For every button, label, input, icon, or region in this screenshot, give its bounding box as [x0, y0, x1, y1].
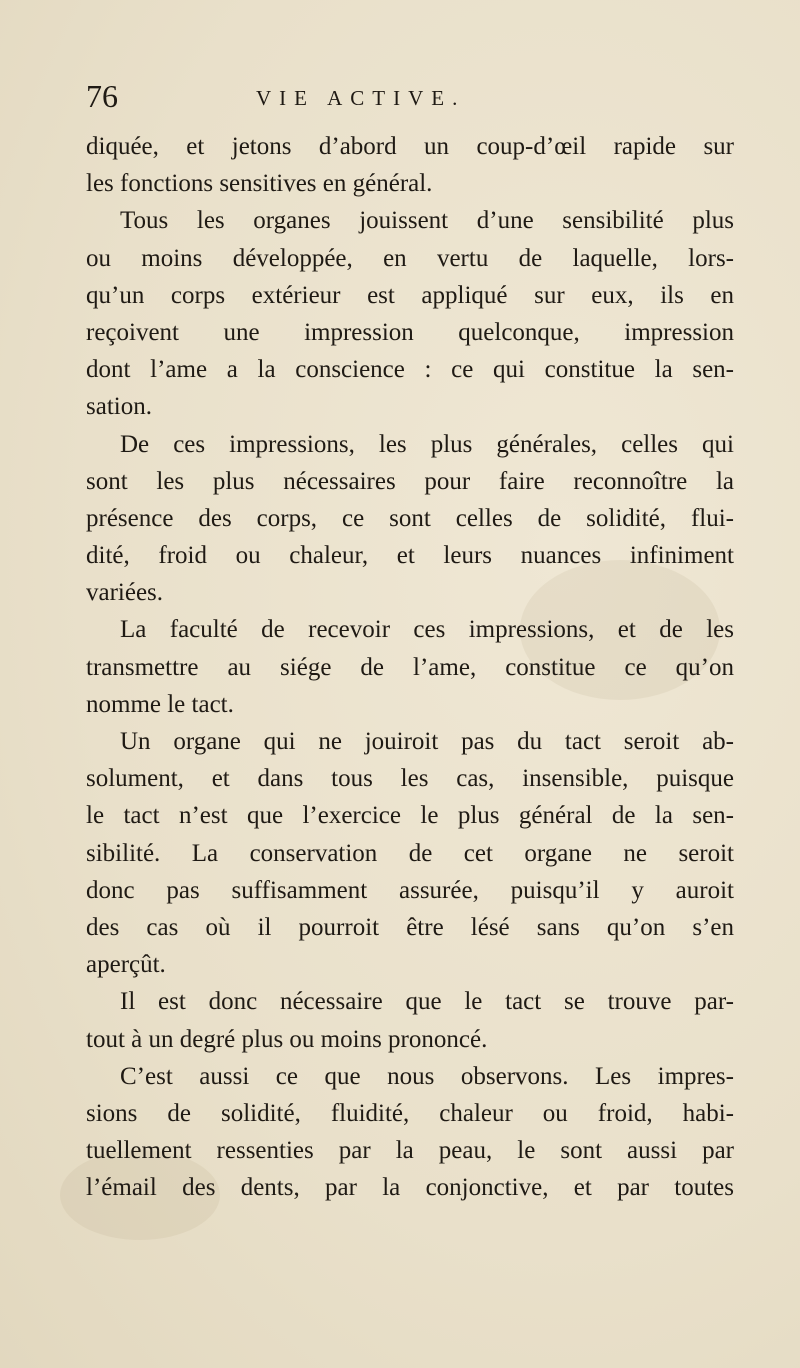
- text-line: tout à un degré plus ou moins prononcé.: [86, 1025, 488, 1053]
- text-line: donc pas suffisamment assurée, puisqu’il y auroit: [86, 876, 734, 904]
- text-line: qu’un corps extérieur est appliqué sur eux, ils en: [86, 281, 734, 309]
- text-line: aperçût.: [86, 951, 166, 979]
- text-line: des cas où il pourroit être lésé sans qu’on s’en: [86, 913, 734, 941]
- page-header: [86, 76, 726, 116]
- text-line: tuellement ressenties par la peau, le sont aussi par: [86, 1137, 734, 1165]
- text-line: Un organe qui ne jouiroit pas du tact seroit ab-: [120, 728, 734, 755]
- text-line: présence des corps, ce sont celles de solidité, flui-: [86, 504, 734, 532]
- page-number: 76: [86, 78, 118, 114]
- text-line: sont les plus nécessaires pour faire reconnoître la: [86, 467, 734, 495]
- text-line: diquée, et jetons d’abord un coup-d’œil rapide sur: [86, 133, 734, 160]
- text-line: solument, et dans tous les cas, insensible, puisque: [86, 765, 734, 793]
- text-line: sation.: [86, 393, 152, 421]
- text-line: nomme le tact.: [86, 690, 234, 718]
- body-text: [86, 128, 734, 1206]
- text-line: variées.: [86, 579, 164, 607]
- text-line: les fonctions sensitives en général.: [86, 170, 433, 198]
- text-line: transmettre au siége de l’ame, constitue ce qu’on: [86, 653, 734, 681]
- text-line: ou moins développée, en vertu de laquelle, lors-: [86, 244, 734, 272]
- text-line: le tact n’est que l’exercice le plus général de la sen-: [86, 802, 734, 830]
- running-title: VIE ACTIVE.: [256, 86, 466, 110]
- text-line: C’est aussi ce que nous observons. Les impres-: [120, 1062, 734, 1090]
- text-line: De ces impressions, les plus générales, celles qui: [120, 430, 734, 458]
- text-line: Il est donc nécessaire que le tact se trouve par-: [120, 988, 734, 1016]
- text-line: l’émail des dents, par la conjonctive, et par toutes: [86, 1174, 734, 1202]
- text-line: La faculté de recevoir ces impressions, et de les: [120, 616, 734, 644]
- text-line: reçoivent une impression quelconque, impression: [86, 318, 734, 346]
- text-line: dont l’ame a la conscience : ce qui constitue la sen-: [86, 356, 734, 384]
- text-line: Tous les organes jouissent d’une sensibilité plus: [120, 207, 734, 235]
- text-line: dité, froid ou chaleur, et leurs nuances infiniment: [86, 542, 734, 570]
- text-line: sibilité. La conservation de cet organe ne seroit: [86, 839, 734, 867]
- text-line: sions de solidité, fluidité, chaleur ou froid, habi-: [86, 1099, 734, 1127]
